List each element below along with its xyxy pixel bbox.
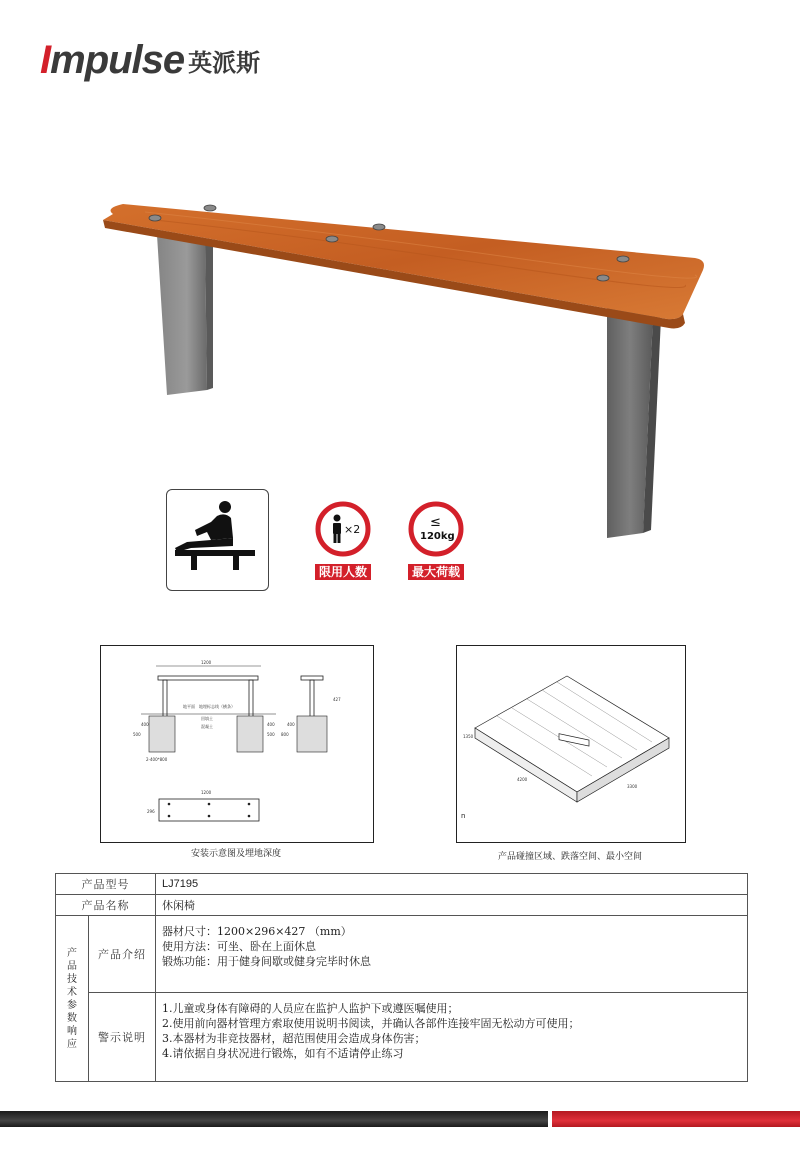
intro-line: 使用方法：可坐、卧在上面休息 xyxy=(162,940,316,953)
dim-left-400: 400 xyxy=(141,722,149,727)
install-drawing xyxy=(100,645,374,843)
safety-zone-drawing xyxy=(456,645,686,843)
warning-label: 警示说明 xyxy=(89,993,156,1082)
intro-label: 产品介绍 xyxy=(89,916,156,993)
usage-pictogram xyxy=(166,489,269,591)
safety-zone-caption: 产品碰撞区域、跌落空间、最小空间 xyxy=(497,852,642,862)
user-limit-badge xyxy=(310,501,376,580)
max-load-value: 120kg xyxy=(420,531,455,542)
warning-line: 2.使用前向器材管理方索取使用说明书阅读，并确认各部件连接牢固无松动方可使用； xyxy=(162,1017,580,1030)
dim-left-500: 500 xyxy=(133,732,141,737)
logo-latin-text: mpulse xyxy=(50,38,185,82)
dim-height-427: 427 xyxy=(333,697,341,702)
name-label: 产品名称 xyxy=(56,895,156,916)
tech-params-label xyxy=(56,916,89,1082)
warning-line: 1.儿童或身体有障碍的人员应在监护人监护下或遵医嘱使用； xyxy=(162,1002,459,1015)
dim-mid-400: 400 xyxy=(267,722,275,727)
table-row-model xyxy=(56,874,748,895)
model-label: 产品型号 xyxy=(56,874,156,895)
tech-params-text: 产品技术参数响应 xyxy=(67,947,77,1050)
table-row-name xyxy=(56,895,748,916)
intro-line: 器材尺寸：1200×296×427 （mm） xyxy=(162,925,352,938)
user-limit-label: 限用人数 xyxy=(315,564,371,580)
foundation-label: 2-400*800 xyxy=(146,757,168,762)
footer-bar-dark xyxy=(0,1111,548,1127)
max-load-label: 最大荷载 xyxy=(408,564,464,580)
logo-letter-i: I xyxy=(40,38,51,82)
warning-line: 3.本器材为非竞技器材，超范围使用会造成身体伤害； xyxy=(162,1032,426,1045)
backfill-label: 回填土 xyxy=(201,716,213,721)
user-limit-count: ×2 xyxy=(344,523,361,536)
dim-right-800: 800 xyxy=(281,732,289,737)
max-load-icon xyxy=(408,501,464,557)
install-drawing-caption: 安装示意图及埋地深度 xyxy=(190,849,281,859)
zone-length-label: 4200 xyxy=(517,777,528,782)
person-x2-icon xyxy=(315,501,371,557)
person-sitting-bench-icon xyxy=(167,490,268,590)
deco-line-label: 地埋标志线（横条） xyxy=(199,704,235,709)
plan-width-label: 1200 xyxy=(201,790,212,795)
brand-logo xyxy=(40,36,260,80)
name-value: 休闲椅 xyxy=(156,895,748,916)
ground-line-label: 地平面 xyxy=(183,704,195,709)
plan-depth-label: 296 xyxy=(147,809,155,814)
footer-bar-red xyxy=(552,1111,800,1127)
max-load-symbol: ≤ xyxy=(430,515,441,530)
dim-width-label: 1200 xyxy=(201,660,212,665)
intro-line: 锻炼功能：用于健身间歇或健身完毕时休息 xyxy=(162,955,371,968)
logo-chinese-text: 英派斯 xyxy=(188,49,261,77)
warning-cell xyxy=(156,993,748,1082)
warning-line: 4.请依据自身状况进行锻炼，如有不适请停止练习 xyxy=(162,1047,404,1060)
dim-mid-500: 500 xyxy=(267,732,275,737)
model-value: LJ7195 xyxy=(156,874,748,895)
zone-corner-label: n xyxy=(461,812,466,820)
table-row-warning xyxy=(56,993,748,1082)
table-row-intro xyxy=(56,916,748,993)
zone-width-label: 3300 xyxy=(627,784,638,789)
concrete-label: 混凝土 xyxy=(201,724,213,729)
max-load-badge xyxy=(403,501,469,580)
dim-right-400: 400 xyxy=(287,722,295,727)
spec-table xyxy=(55,873,748,1082)
zone-height-label: 1350 xyxy=(463,734,474,739)
intro-cell xyxy=(156,916,748,993)
